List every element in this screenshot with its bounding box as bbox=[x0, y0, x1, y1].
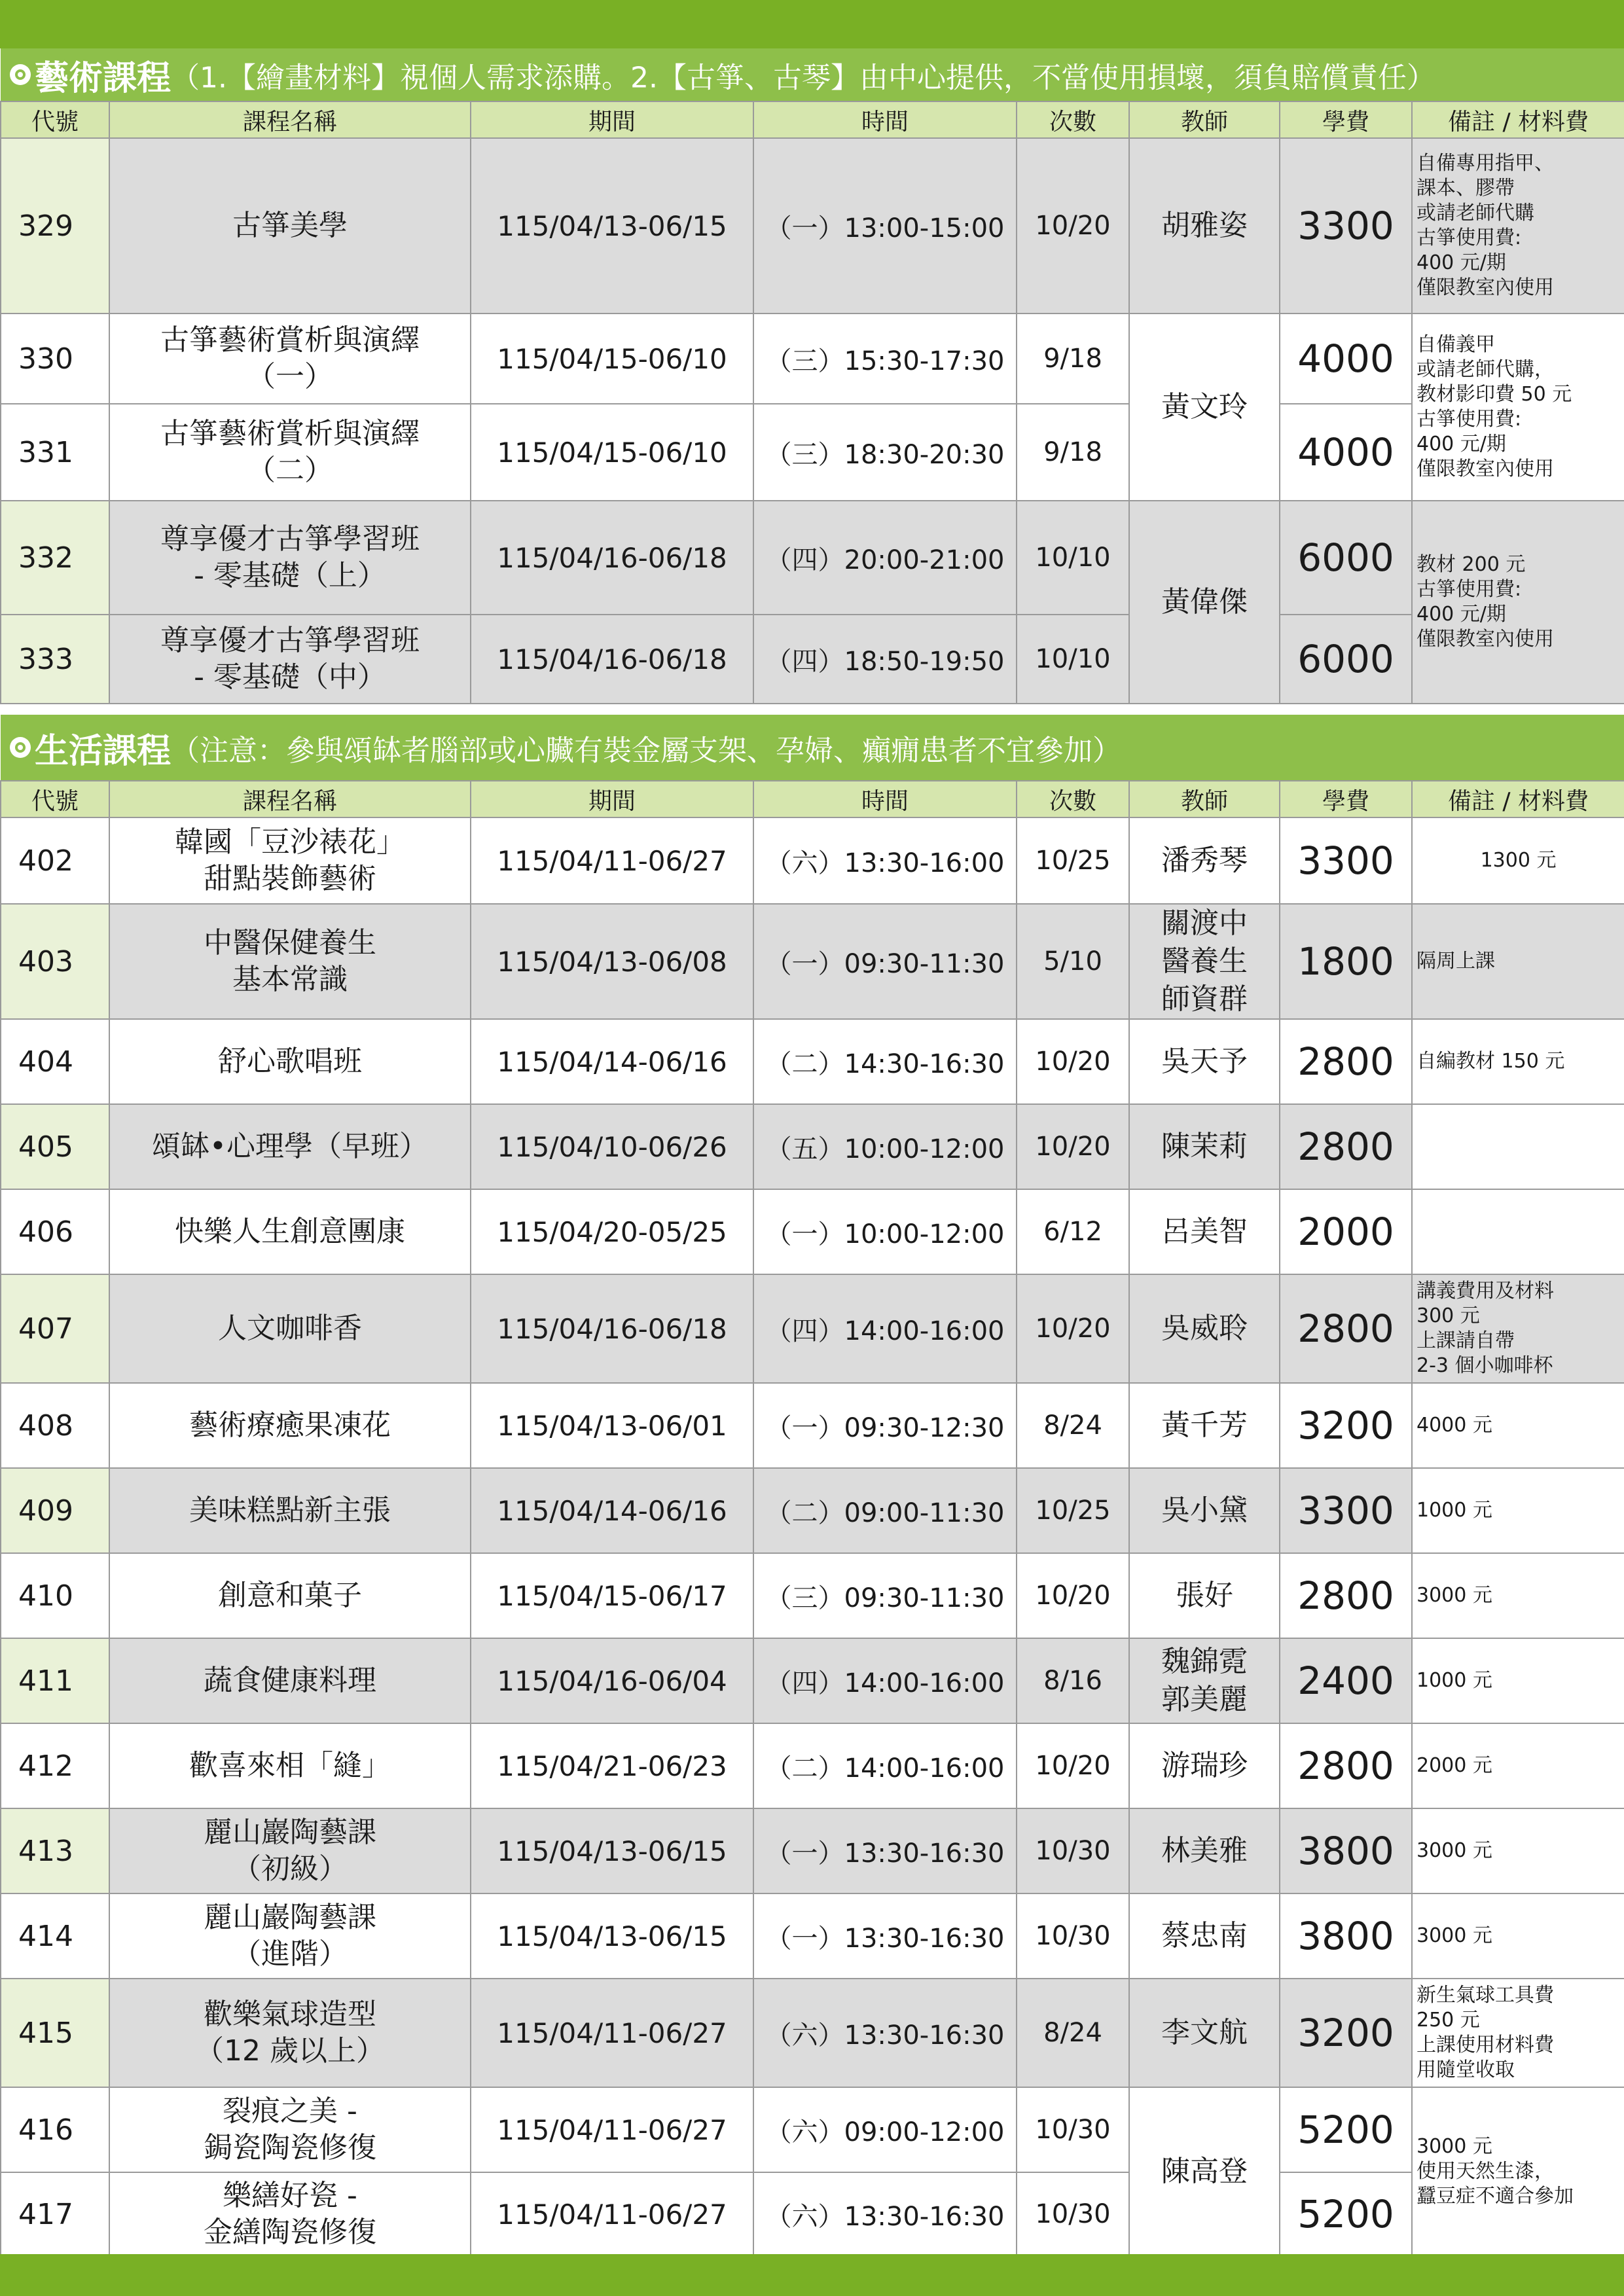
course-fee: 3300 bbox=[1280, 1468, 1412, 1553]
course-period: 115/04/11-06/27 bbox=[471, 1979, 753, 2087]
course-note: 1000 元 bbox=[1412, 1468, 1624, 1553]
table-row bbox=[1, 404, 1624, 501]
col-name: 課程名稱 bbox=[109, 781, 471, 817]
table-row bbox=[1, 138, 1624, 314]
course-name: 古箏藝術賞析與演繹 （二） bbox=[109, 404, 471, 501]
course-name: 尊享優才古箏學習班 - 零基礎（上） bbox=[109, 501, 471, 615]
course-name: 裂痕之美 - 鋦瓷陶瓷修復 bbox=[109, 2087, 471, 2172]
course-fee: 4000 bbox=[1280, 314, 1412, 404]
art-section-header bbox=[1, 48, 1624, 101]
art-table bbox=[0, 48, 1624, 704]
course-period: 115/04/13-06/01 bbox=[471, 1383, 753, 1468]
course-code: 406 bbox=[1, 1189, 109, 1274]
course-teacher: 陳高登 bbox=[1129, 2087, 1280, 2256]
course-teacher: 呂美智 bbox=[1129, 1189, 1280, 1274]
course-name: 人文咖啡香 bbox=[109, 1274, 471, 1383]
course-count: 10/20 bbox=[1017, 1019, 1129, 1104]
table-row bbox=[1, 1189, 1624, 1274]
course-fee: 3300 bbox=[1280, 138, 1412, 314]
course-note: 自備專用指甲、 課本、膠帶 或請老師代購 古箏使用費: 400 元/期 僅限教室內使用 bbox=[1412, 138, 1624, 314]
table-row bbox=[1, 2172, 1624, 2256]
course-period: 115/04/13-06/15 bbox=[471, 1808, 753, 1893]
table-row bbox=[1, 904, 1624, 1019]
table-row bbox=[1, 1893, 1624, 1979]
course-time: （四）14:00-16:00 bbox=[753, 1274, 1017, 1383]
col-fee: 學費 bbox=[1280, 781, 1412, 817]
course-name: 樂繕好瓷 - 金繕陶瓷修復 bbox=[109, 2172, 471, 2256]
course-code: 414 bbox=[1, 1893, 109, 1979]
course-period: 115/04/13-06/15 bbox=[471, 138, 753, 314]
course-name: 頌缽•心理學（早班） bbox=[109, 1104, 471, 1189]
table-row bbox=[1, 1808, 1624, 1893]
course-count: 10/20 bbox=[1017, 1553, 1129, 1638]
course-fee: 3200 bbox=[1280, 1979, 1412, 2087]
course-count: 10/30 bbox=[1017, 2087, 1129, 2172]
course-period: 115/04/13-06/08 bbox=[471, 904, 753, 1019]
table-row bbox=[1, 1979, 1624, 2087]
course-time: （一）13:00-15:00 bbox=[753, 138, 1017, 314]
course-period: 115/04/15-06/10 bbox=[471, 404, 753, 501]
course-fee: 6000 bbox=[1280, 615, 1412, 704]
course-fee: 3800 bbox=[1280, 1808, 1412, 1893]
col-code: 代號 bbox=[1, 781, 109, 817]
course-period: 115/04/10-06/26 bbox=[471, 1104, 753, 1189]
course-note: 自編教材 150 元 bbox=[1412, 1019, 1624, 1104]
course-code: 333 bbox=[1, 615, 109, 704]
course-code: 330 bbox=[1, 314, 109, 404]
course-teacher: 林美雅 bbox=[1129, 1808, 1280, 1893]
course-fee: 3800 bbox=[1280, 1893, 1412, 1979]
course-fee: 1800 bbox=[1280, 904, 1412, 1019]
col-teacher: 教師 bbox=[1129, 781, 1280, 817]
course-teacher: 吳天予 bbox=[1129, 1019, 1280, 1104]
course-time: （一）13:30-16:30 bbox=[753, 1808, 1017, 1893]
course-period: 115/04/20-05/25 bbox=[471, 1189, 753, 1274]
table-row bbox=[1, 1638, 1624, 1723]
course-note: 3000 元 bbox=[1412, 1808, 1624, 1893]
course-time: （六）13:30-16:30 bbox=[753, 2172, 1017, 2256]
life-column-headers bbox=[1, 781, 1624, 817]
course-name: 麗山巖陶藝課 （初級） bbox=[109, 1808, 471, 1893]
col-count: 次數 bbox=[1017, 781, 1129, 817]
course-time: （六）13:30-16:30 bbox=[753, 1979, 1017, 2087]
col-code: 代號 bbox=[1, 101, 109, 138]
course-note: 3000 元 bbox=[1412, 1553, 1624, 1638]
course-code: 413 bbox=[1, 1808, 109, 1893]
course-note: 3000 元 使用天然生漆， 蠶豆症不適合參加 bbox=[1412, 2087, 1624, 2256]
course-count: 6/12 bbox=[1017, 1189, 1129, 1274]
top-banner bbox=[0, 0, 1624, 48]
course-teacher: 張好 bbox=[1129, 1553, 1280, 1638]
course-count: 5/10 bbox=[1017, 904, 1129, 1019]
course-teacher: 游瑞珍 bbox=[1129, 1723, 1280, 1808]
course-code: 412 bbox=[1, 1723, 109, 1808]
course-code: 405 bbox=[1, 1104, 109, 1189]
life-section-note: （注意：參與頌缽者腦部或心臟有裝金屬支架、孕婦、癲癇患者不宜參加） bbox=[171, 734, 1122, 767]
course-fee: 3300 bbox=[1280, 817, 1412, 904]
target-bullet-icon bbox=[10, 64, 31, 85]
bottom-banner bbox=[0, 2254, 1624, 2296]
course-teacher: 關渡中 醫養生 師資群 bbox=[1129, 904, 1280, 1019]
course-fee: 2400 bbox=[1280, 1638, 1412, 1723]
course-count: 10/20 bbox=[1017, 1104, 1129, 1189]
col-fee: 學費 bbox=[1280, 101, 1412, 138]
course-code: 410 bbox=[1, 1553, 109, 1638]
course-count: 10/30 bbox=[1017, 1808, 1129, 1893]
course-time: （一）09:30-12:30 bbox=[753, 1383, 1017, 1468]
course-count: 10/20 bbox=[1017, 1723, 1129, 1808]
course-count: 9/18 bbox=[1017, 314, 1129, 404]
course-code: 409 bbox=[1, 1468, 109, 1553]
course-name: 古箏藝術賞析與演繹 （一） bbox=[109, 314, 471, 404]
col-note: 備註 / 材料費 bbox=[1412, 101, 1624, 138]
course-note: 3000 元 bbox=[1412, 1893, 1624, 1979]
course-code: 403 bbox=[1, 904, 109, 1019]
col-period: 期間 bbox=[471, 781, 753, 817]
course-fee: 2000 bbox=[1280, 1189, 1412, 1274]
course-fee: 6000 bbox=[1280, 501, 1412, 615]
course-teacher: 蔡忠南 bbox=[1129, 1893, 1280, 1979]
course-teacher: 胡雅姿 bbox=[1129, 138, 1280, 314]
course-note: 自備義甲 或請老師代購， 教材影印費 50 元 古箏使用費: 400 元/期 僅限教室內使用 bbox=[1412, 314, 1624, 501]
table-row bbox=[1, 1383, 1624, 1468]
course-note: 新生氣球工具費 250 元 上課使用材料費 用隨堂收取 bbox=[1412, 1979, 1624, 2087]
course-teacher: 陳茉莉 bbox=[1129, 1104, 1280, 1189]
course-fee: 2800 bbox=[1280, 1019, 1412, 1104]
course-code: 415 bbox=[1, 1979, 109, 2087]
course-time: （二）09:00-11:30 bbox=[753, 1468, 1017, 1553]
course-time: （二）14:00-16:00 bbox=[753, 1723, 1017, 1808]
course-fee: 4000 bbox=[1280, 404, 1412, 501]
course-time: （三）09:30-11:30 bbox=[753, 1553, 1017, 1638]
course-note: 教材 200 元 古箏使用費: 400 元/期 僅限教室內使用 bbox=[1412, 501, 1624, 704]
course-note: 1300 元 bbox=[1412, 817, 1624, 904]
course-fee: 3200 bbox=[1280, 1383, 1412, 1468]
col-count: 次數 bbox=[1017, 101, 1129, 138]
course-count: 10/20 bbox=[1017, 1274, 1129, 1383]
course-period: 115/04/13-06/15 bbox=[471, 1893, 753, 1979]
table-row bbox=[1, 2087, 1624, 2172]
course-teacher: 李文航 bbox=[1129, 1979, 1280, 2087]
course-time: （三）15:30-17:30 bbox=[753, 314, 1017, 404]
course-count: 10/25 bbox=[1017, 817, 1129, 904]
course-period: 115/04/14-06/16 bbox=[471, 1019, 753, 1104]
course-count: 8/24 bbox=[1017, 1979, 1129, 2087]
course-count: 10/20 bbox=[1017, 138, 1129, 314]
course-time: （六）13:30-16:00 bbox=[753, 817, 1017, 904]
course-name: 美味糕點新主張 bbox=[109, 1468, 471, 1553]
course-period: 115/04/16-06/04 bbox=[471, 1638, 753, 1723]
course-name: 麗山巖陶藝課 （進階） bbox=[109, 1893, 471, 1979]
course-time: （四）20:00-21:00 bbox=[753, 501, 1017, 615]
course-name: 創意和菓子 bbox=[109, 1553, 471, 1638]
course-count: 10/25 bbox=[1017, 1468, 1129, 1553]
course-note: 1000 元 bbox=[1412, 1638, 1624, 1723]
col-time: 時間 bbox=[753, 101, 1017, 138]
course-fee: 5200 bbox=[1280, 2087, 1412, 2172]
course-code: 329 bbox=[1, 138, 109, 314]
art-section-title: 藝術課程 bbox=[35, 58, 171, 98]
course-note bbox=[1412, 1104, 1624, 1189]
course-period: 115/04/11-06/27 bbox=[471, 2087, 753, 2172]
course-note bbox=[1412, 1189, 1624, 1274]
course-fee: 2800 bbox=[1280, 1274, 1412, 1383]
art-section bbox=[0, 48, 1624, 704]
course-period: 115/04/16-06/18 bbox=[471, 501, 753, 615]
course-code: 411 bbox=[1, 1638, 109, 1723]
course-code: 417 bbox=[1, 2172, 109, 2256]
course-time: （四）14:00-16:00 bbox=[753, 1638, 1017, 1723]
course-count: 10/30 bbox=[1017, 2172, 1129, 2256]
course-teacher: 魏錦霓 郭美麗 bbox=[1129, 1638, 1280, 1723]
course-time: （三）18:30-20:30 bbox=[753, 404, 1017, 501]
course-name: 蔬食健康料理 bbox=[109, 1638, 471, 1723]
course-name: 快樂人生創意團康 bbox=[109, 1189, 471, 1274]
table-row bbox=[1, 615, 1624, 704]
col-note: 備註 / 材料費 bbox=[1412, 781, 1624, 817]
course-period: 115/04/11-06/27 bbox=[471, 2172, 753, 2256]
course-teacher: 黃千芳 bbox=[1129, 1383, 1280, 1468]
course-fee: 2800 bbox=[1280, 1553, 1412, 1638]
course-name: 藝術療癒果凍花 bbox=[109, 1383, 471, 1468]
art-section-note: （1.【繪畫材料】視個人需求添購。2.【古箏、古琴】由中心提供，不當使用損壞，須負賠償責任） bbox=[171, 61, 1435, 94]
course-name: 韓國「豆沙裱花」 甜點裝飾藝術 bbox=[109, 817, 471, 904]
course-teacher: 吳小黛 bbox=[1129, 1468, 1280, 1553]
table-row bbox=[1, 1104, 1624, 1189]
life-section-header bbox=[1, 715, 1624, 781]
table-row bbox=[1, 1274, 1624, 1383]
target-bullet-icon bbox=[10, 737, 31, 758]
table-row bbox=[1, 817, 1624, 904]
course-code: 408 bbox=[1, 1383, 109, 1468]
course-time: （一）10:00-12:00 bbox=[753, 1189, 1017, 1274]
col-name: 課程名稱 bbox=[109, 101, 471, 138]
art-column-headers bbox=[1, 101, 1624, 138]
course-teacher: 吳威聆 bbox=[1129, 1274, 1280, 1383]
course-time: （四）18:50-19:50 bbox=[753, 615, 1017, 704]
course-count: 8/24 bbox=[1017, 1383, 1129, 1468]
table-row bbox=[1, 1468, 1624, 1553]
course-count: 9/18 bbox=[1017, 404, 1129, 501]
course-name: 舒心歌唱班 bbox=[109, 1019, 471, 1104]
course-note: 2000 元 bbox=[1412, 1723, 1624, 1808]
course-code: 402 bbox=[1, 817, 109, 904]
course-code: 331 bbox=[1, 404, 109, 501]
table-row bbox=[1, 314, 1624, 404]
course-period: 115/04/21-06/23 bbox=[471, 1723, 753, 1808]
life-section bbox=[0, 715, 1624, 2257]
course-fee: 5200 bbox=[1280, 2172, 1412, 2256]
course-note: 4000 元 bbox=[1412, 1383, 1624, 1468]
table-row bbox=[1, 501, 1624, 615]
course-name: 中醫保健養生 基本常識 bbox=[109, 904, 471, 1019]
life-section-title: 生活課程 bbox=[35, 731, 171, 771]
course-code: 407 bbox=[1, 1274, 109, 1383]
course-period: 115/04/11-06/27 bbox=[471, 817, 753, 904]
course-time: （五）10:00-12:00 bbox=[753, 1104, 1017, 1189]
course-name: 古箏美學 bbox=[109, 138, 471, 314]
table-row bbox=[1, 1553, 1624, 1638]
col-period: 期間 bbox=[471, 101, 753, 138]
course-count: 10/30 bbox=[1017, 1893, 1129, 1979]
course-period: 115/04/16-06/18 bbox=[471, 1274, 753, 1383]
course-time: （一）13:30-16:30 bbox=[753, 1893, 1017, 1979]
life-table bbox=[0, 715, 1624, 2257]
course-note: 講義費用及材料 300 元 上課請自帶 2-3 個小咖啡杯 bbox=[1412, 1274, 1624, 1383]
table-row bbox=[1, 1723, 1624, 1808]
course-fee: 2800 bbox=[1280, 1723, 1412, 1808]
col-time: 時間 bbox=[753, 781, 1017, 817]
course-name: 歡喜來相「縫」 bbox=[109, 1723, 471, 1808]
course-period: 115/04/15-06/17 bbox=[471, 1553, 753, 1638]
course-time: （二）14:30-16:30 bbox=[753, 1019, 1017, 1104]
course-time: （一）09:30-11:30 bbox=[753, 904, 1017, 1019]
course-time: （六）09:00-12:00 bbox=[753, 2087, 1017, 2172]
course-count: 10/10 bbox=[1017, 615, 1129, 704]
course-count: 8/16 bbox=[1017, 1638, 1129, 1723]
table-row bbox=[1, 1019, 1624, 1104]
course-period: 115/04/16-06/18 bbox=[471, 615, 753, 704]
course-count: 10/10 bbox=[1017, 501, 1129, 615]
col-teacher: 教師 bbox=[1129, 101, 1280, 138]
course-teacher: 潘秀琴 bbox=[1129, 817, 1280, 904]
course-name: 尊享優才古箏學習班 - 零基礎（中） bbox=[109, 615, 471, 704]
course-code: 404 bbox=[1, 1019, 109, 1104]
course-period: 115/04/15-06/10 bbox=[471, 314, 753, 404]
course-fee: 2800 bbox=[1280, 1104, 1412, 1189]
course-period: 115/04/14-06/16 bbox=[471, 1468, 753, 1553]
course-note: 隔周上課 bbox=[1412, 904, 1624, 1019]
course-teacher: 黃文玲 bbox=[1129, 314, 1280, 501]
course-teacher: 黃偉傑 bbox=[1129, 501, 1280, 704]
course-code: 332 bbox=[1, 501, 109, 615]
course-code: 416 bbox=[1, 2087, 109, 2172]
course-name: 歡樂氣球造型 （12 歲以上） bbox=[109, 1979, 471, 2087]
